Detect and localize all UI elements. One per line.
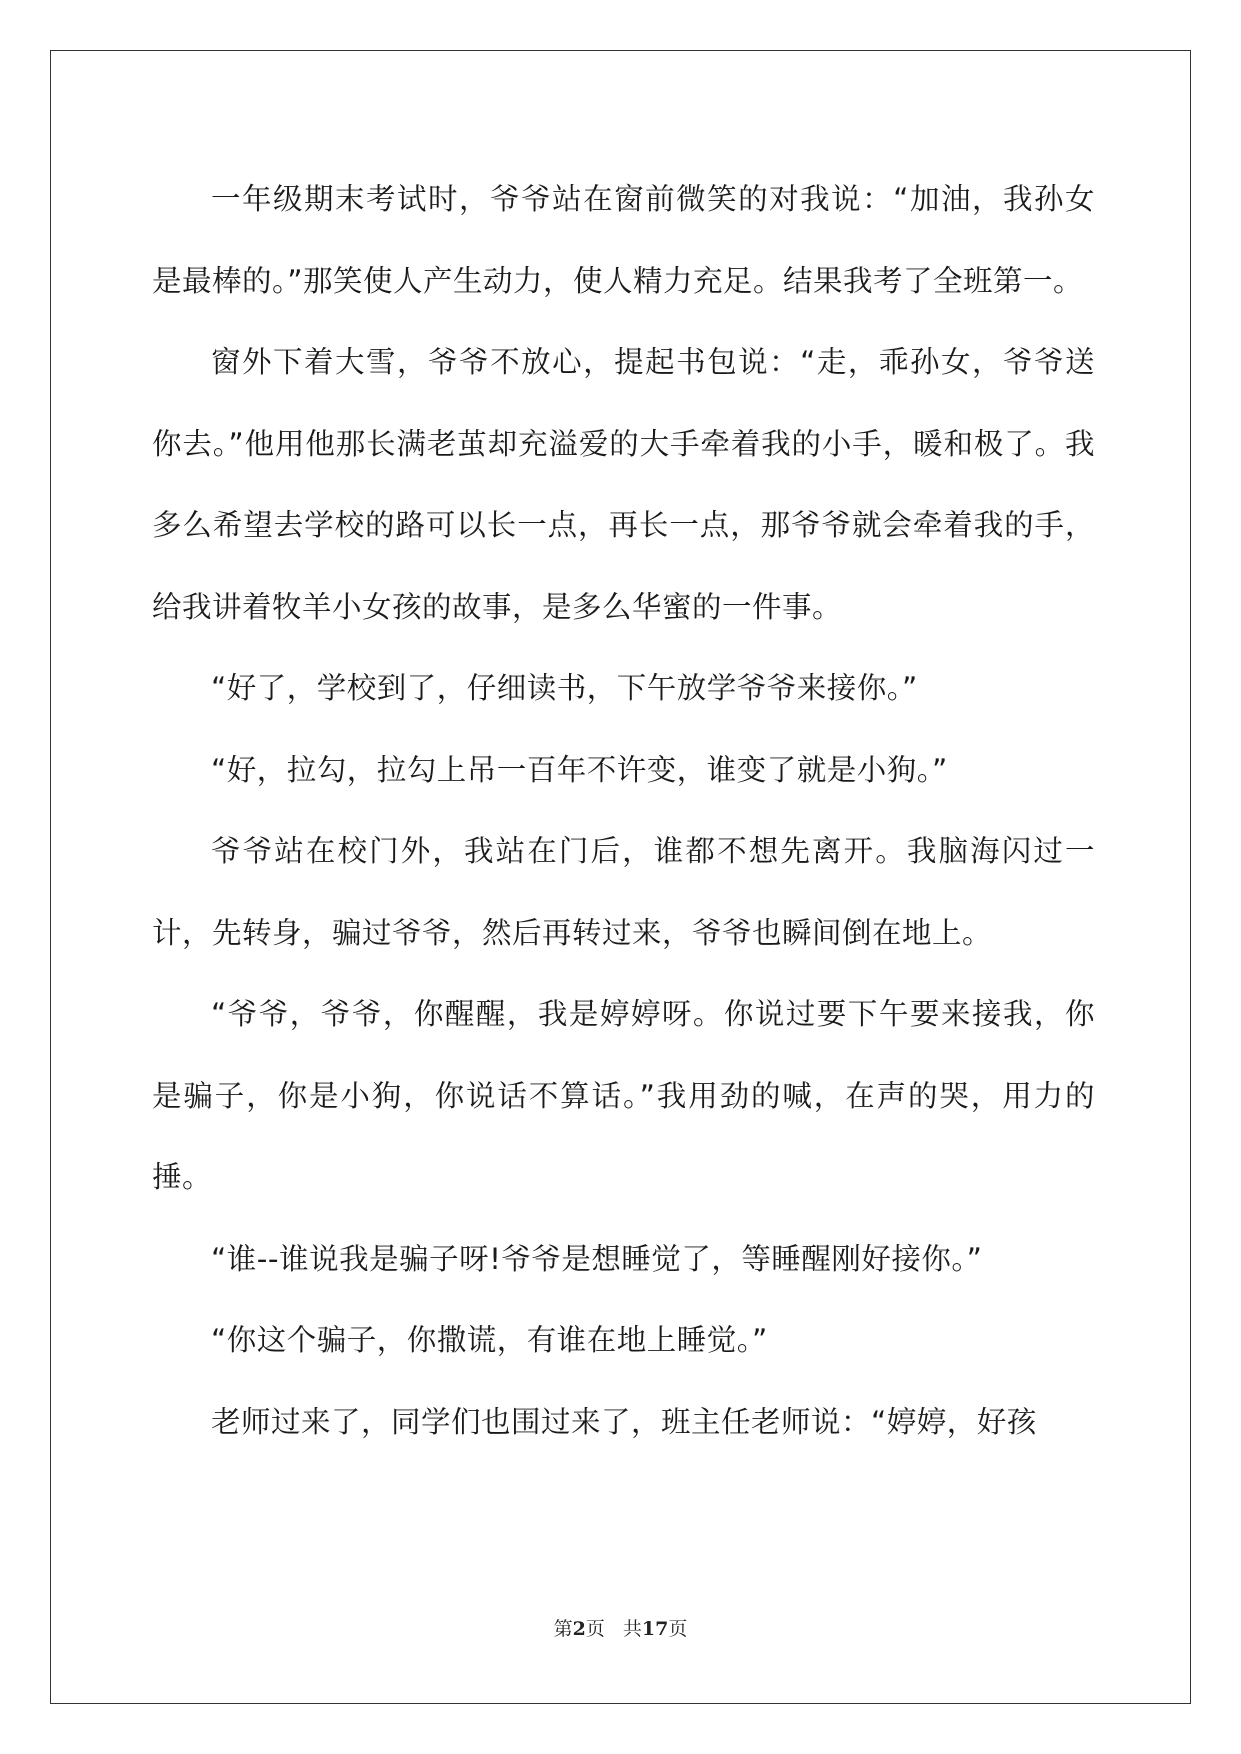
page-label-suffix: 页 [585,1618,605,1640]
total-pages: 17 [641,1618,669,1640]
paragraph: 老师过来了，同学们也围过来了，班主任老师说：“婷婷，好孩 [211,1404,1037,1439]
paragraph: 窗外下着大雪，爷爷不放心，提起书包说：“走，乖孙女，爷爷送你去。”他用他那长满老茧却充溢爱的大手牵着我的小手，暖和极了。我多么希望去学校的路可以长一点，再长一点，那爷爷就会牵着我的手，给我讲着牧羊小女孩的故事，是多么华蜜的一件事。 [152,345,1095,624]
paragraph: “你这个骗子，你撒谎，有谁在地上睡觉。” [211,1323,768,1357]
paragraph: “谁--谁说我是骗子呀!爷爷是想睡觉了，等睡醒刚好接你。” [211,1241,983,1276]
page-label-prefix: 第 [553,1618,573,1640]
paragraph: “好了，学校到了，仔细读书，下午放学爷爷来接你。” [211,671,918,705]
paragraph: 爷爷站在校门外，我站在门后，谁都不想先离开。我脑海闪过一计，先转身，骗过爷爷，然后再转过来，爷爷也瞬间倒在地上。 [152,834,1095,950]
paragraph: 一年级期末考试时，爷爷站在窗前微笑的对我说：“加油，我孙女是最棒的。”那笑使人产生动力，使人精力充足。结果我考了全班第一。 [152,182,1095,298]
total-label-suffix: 页 [668,1618,688,1640]
paragraph: “好，拉勾，拉勾上吊一百年不许变，谁变了就是小狗。” [211,752,948,787]
document-body [152,159,1095,1463]
page-number: 2 [572,1618,586,1640]
page-footer [0,1614,1241,1641]
total-label-prefix: 共 [622,1618,642,1640]
paragraph: “爷爷，爷爷，你醒醒，我是婷婷呀。你说过要下午要来接我，你是骗子，你是小狗，你说话不算话。”我用劲的喊，在声的哭，用力的捶。 [152,997,1095,1194]
